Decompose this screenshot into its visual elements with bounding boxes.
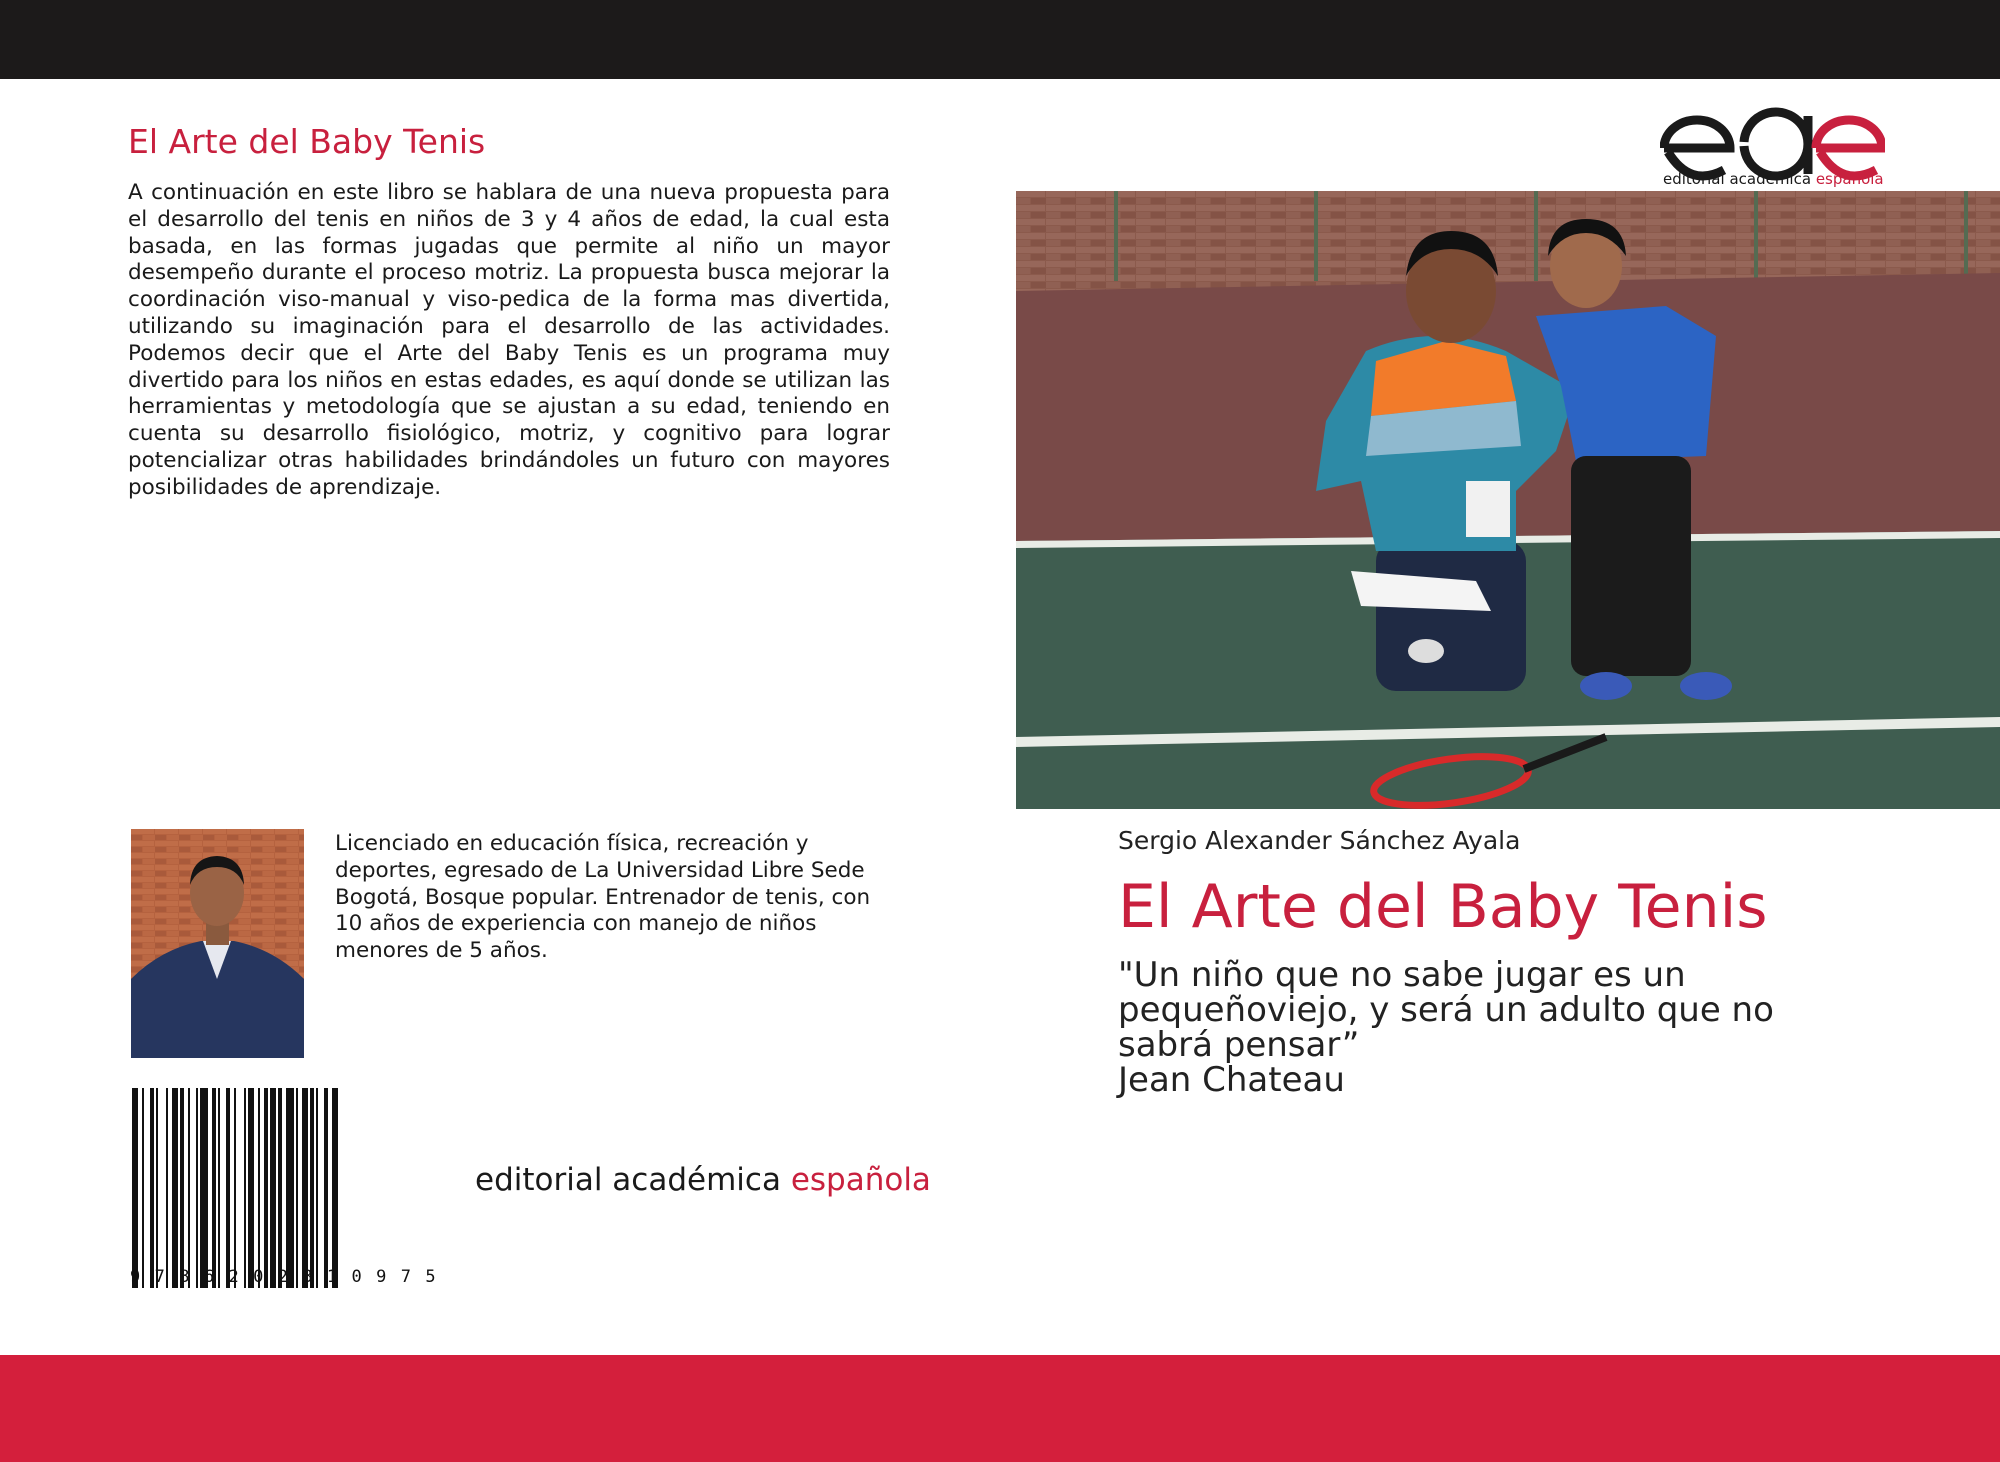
barcode-bar (166, 1088, 168, 1288)
back-cover-blurb: A continuación en este libro se hablara de una nueva propuesta para el desarrollo del tenis en niños de 3 y 4 años de edad, la cual esta basada, en las formas jugadas que permite al niño un mayor desempeño durante el proceso motriz. La propuesta busca mejorar la coordinación viso-manual y viso-pedica de la forma mas divertida, utilizando su imaginación para el desarrollo de las actividades. Podemos decir que el Arte del Baby Tenis es un programa muy divertido para los niños en estas edades, es aquí donde se utilizan las herramientas y metodología que se ajustan a su edad, teniendo en cuenta su desarrollo fisiológico, motriz, y cognitivo para lograr potencializar otras habilidades brindándoles un futuro con mayores posibilidades de aprendizaje. (128, 180, 890, 500)
barcode-bar (270, 1088, 276, 1288)
barcode-bar (264, 1088, 268, 1288)
barcode-bar (188, 1088, 190, 1288)
barcode-bar (310, 1088, 314, 1288)
barcode-bar (324, 1088, 328, 1288)
back-cover-title: El Arte del Baby Tenis (128, 122, 486, 161)
barcode-bar (200, 1088, 208, 1288)
quote-line: pequeñoviejo, y será un adulto que no (1118, 990, 1774, 1030)
isbn-digit: 7 (400, 1267, 412, 1287)
isbn-digit: 6 (203, 1267, 215, 1287)
barcode-bar (332, 1088, 338, 1288)
isbn-digit: 8 (179, 1267, 190, 1287)
logo-caption (1663, 170, 1884, 188)
logo-caption-name: editorial académica (1663, 170, 1812, 188)
barcode-bar (150, 1088, 154, 1288)
barcode-bar (130, 1088, 141, 1288)
barcode-bar (258, 1088, 260, 1288)
barcode-bar (234, 1088, 236, 1288)
isbn-number (128, 1262, 448, 1288)
bottom-accent-bar (0, 1355, 2000, 1462)
barcode-bar (156, 1088, 158, 1288)
isbn-digit: 9 (376, 1267, 387, 1287)
barcode-bar (172, 1088, 178, 1288)
publisher-name: editorial académica (475, 1162, 781, 1198)
isbn-digit: 0 (253, 1267, 264, 1287)
quote-attribution: Jean Chateau (1118, 1060, 1345, 1100)
isbn-digit: 1 (326, 1267, 338, 1287)
barcode-bar (302, 1088, 308, 1288)
isbn-digit: 2 (277, 1267, 288, 1287)
barcode-bar (316, 1088, 318, 1288)
front-cover-title: El Arte del Baby Tenis (1118, 872, 1768, 942)
barcode-image (128, 1088, 458, 1288)
barcode-bar (244, 1088, 246, 1288)
isbn-digit: 2 (228, 1267, 239, 1287)
quote-line: "Un niño que no sabe jugar es un (1118, 955, 1686, 995)
barcode-bar (196, 1088, 198, 1288)
isbn-digit: 5 (425, 1267, 436, 1287)
top-dark-bar (0, 0, 2000, 79)
author-portrait-image (131, 829, 304, 1058)
logo-caption-accent: española (1815, 170, 1884, 188)
barcode-bar (218, 1088, 220, 1288)
front-cover-quote (1118, 955, 1978, 1100)
isbn-digit: 7 (154, 1267, 165, 1287)
barcode-bar (286, 1088, 294, 1288)
barcode-bar (212, 1088, 216, 1288)
barcode-bar (278, 1088, 282, 1288)
front-author-name: Sergio Alexander Sánchez Ayala (1118, 826, 1521, 855)
publisher-accent: española (790, 1162, 931, 1198)
quote-line: sabrá pensar” (1118, 1025, 1360, 1065)
barcode-bar (296, 1088, 298, 1288)
cover-photo (1016, 191, 2000, 809)
isbn-digit: 8 (302, 1267, 313, 1287)
barcode-bar (248, 1088, 254, 1288)
barcode-bar (142, 1088, 144, 1288)
back-publisher-wordmark (475, 1162, 931, 1198)
isbn-digit: 9 (130, 1267, 141, 1287)
author-bio: Licenciado en educación física, recreación y deportes, egresado de La Universidad Libre Sede Bogotá, Bosque popular. Entrenador de tenis, con 10 años de experiencia con manejo de niños menores de 5 años. (335, 831, 871, 964)
barcode-bar (226, 1088, 230, 1288)
barcode-bar (180, 1088, 184, 1288)
isbn-digit: 0 (351, 1267, 362, 1287)
